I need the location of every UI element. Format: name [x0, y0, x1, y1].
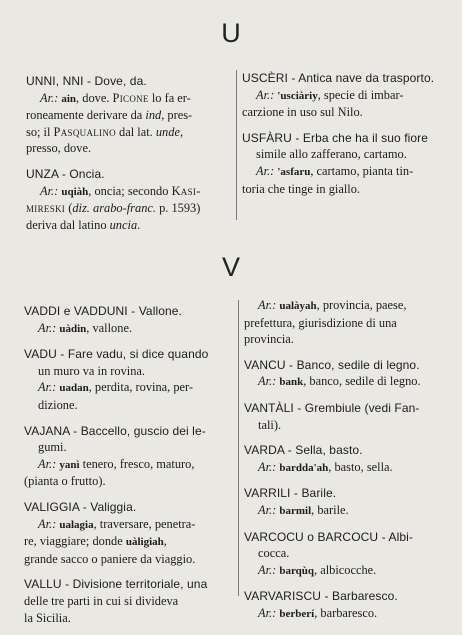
entry-unni	[26, 73, 234, 157]
entry-usceri	[242, 70, 447, 121]
definition-vajana-line2: gumi.	[38, 440, 67, 455]
etymology-vallu-line3: provincia.	[244, 332, 294, 347]
entry-vadu	[24, 346, 236, 413]
gloss-text: p. 1593)	[155, 201, 201, 216]
arabic-label: Ar.:	[38, 516, 57, 531]
etymology-varvariscu	[244, 605, 449, 623]
arabic-term: bank	[279, 376, 304, 389]
headword-usfaru: USFÀRU - Erba che ha il suo fiore	[242, 130, 429, 145]
etymology-unni-line4: presso, dove.	[26, 141, 92, 156]
arabic-label: Ar.:	[38, 456, 57, 471]
etymology-varda	[244, 459, 449, 477]
etymology-unza	[26, 183, 234, 201]
etymology-unza-line3	[26, 217, 234, 234]
v-left-column	[24, 303, 236, 635]
section-letter-v: V	[221, 252, 240, 282]
arabic-label: Ar.:	[258, 298, 277, 312]
arabic-term: uqiàh	[61, 185, 89, 198]
definition-vallu-line2: delle tre parti in cui si divideva	[24, 593, 179, 608]
entry-usfaru	[242, 130, 447, 197]
gloss-text: ,	[179, 124, 184, 139]
gloss-text: roneamente derivare da	[26, 108, 146, 123]
arabic-label: Ar.:	[258, 605, 277, 620]
etymology-vallu	[244, 297, 449, 315]
gloss-text: , pres-	[161, 108, 193, 123]
gloss-text: ,	[163, 534, 167, 549]
arabic-label: Ar.:	[256, 163, 275, 178]
arabic-term: ain	[61, 92, 77, 105]
author-name: Kasi-	[171, 183, 201, 198]
etymology-valiggia-line4: grande sacco o paniere da viaggio.	[24, 551, 196, 566]
arabic-term: barqùq	[279, 564, 315, 577]
gloss-text: , cartamo, pianta tin-	[310, 163, 414, 178]
arabic-label: Ar.:	[258, 374, 277, 389]
arabic-label: Ar.:	[40, 90, 59, 105]
entry-vaddi	[24, 303, 236, 337]
entry-unza	[26, 166, 234, 233]
entry-vancu	[244, 357, 449, 391]
author-name: mireski	[26, 201, 66, 216]
arabic-term: uadan	[59, 382, 89, 395]
gloss-text: , albicocche.	[314, 562, 377, 577]
etymology-usceri	[242, 87, 447, 105]
etymology-vancu	[244, 373, 449, 391]
arabic-label: Ar.:	[258, 459, 277, 474]
gloss-text: , barile.	[311, 502, 349, 517]
gloss-text: re, viaggiare; donde	[24, 534, 126, 549]
headword-vantali: VANTÀLI - Grembiule (vedi Fan-	[244, 400, 420, 415]
arabic-label: Ar.:	[258, 502, 277, 517]
etymology-varrili	[244, 502, 449, 520]
entry-varrili	[244, 485, 449, 519]
entry-valiggia	[24, 499, 236, 567]
definition-vadu-line2: un muro va in rovina.	[38, 363, 146, 378]
arabic-term: uàligiah	[125, 536, 164, 549]
etymology-usfaru	[242, 163, 447, 181]
gloss-text: , traversare, penetra-	[93, 516, 196, 531]
author-name: Picone	[112, 90, 149, 105]
entry-varda	[244, 442, 449, 476]
etymology-vadu-line4: dizione.	[38, 397, 78, 412]
gloss-text: deriva dal latino	[26, 217, 110, 232]
definition-vantali-line2: tali).	[258, 417, 282, 432]
gloss-text: tenero, fresco, maturo,	[79, 456, 195, 471]
entry-vallu-continued	[244, 297, 449, 348]
arabic-label: Ar.:	[40, 183, 59, 198]
entry-vallu	[24, 576, 236, 626]
gloss-text: , provincia, paese,	[316, 298, 407, 312]
etymology-valiggia	[24, 516, 236, 534]
latin-term: ind	[145, 108, 162, 123]
gloss-text: , vallone.	[86, 320, 133, 335]
latin-term: unde	[155, 124, 180, 139]
author-name: Pasqualino	[53, 124, 116, 139]
arabic-term: ualagia	[59, 518, 94, 531]
headword-varrili: VARRILI - Barile.	[244, 486, 337, 501]
etymology-vajana	[24, 456, 236, 474]
gloss-text: , barbaresco.	[314, 605, 378, 620]
headword-vancu: VANCU - Banco, sedile di legno.	[244, 357, 420, 372]
arabic-label: Ar.:	[256, 87, 275, 102]
headword-vaddi: VADDI e VADDUNI - Vallone.	[24, 304, 182, 318]
definition-vallu-line3: la Sicilia.	[24, 610, 71, 625]
etymology-vaddi	[24, 320, 236, 338]
arabic-term: berberí	[279, 607, 315, 620]
headword-unza: UNZA - Oncia.	[26, 166, 105, 181]
gloss-text: .	[137, 217, 141, 232]
entry-vantali	[244, 400, 449, 433]
gloss-text: , basto, sella.	[328, 459, 393, 474]
etymology-vadu	[24, 379, 236, 397]
headword-usceri: USCÈRI - Antica nave da trasporto.	[242, 71, 435, 85]
arabic-term: barmil	[279, 504, 312, 517]
arabic-term: bardda'ah	[279, 461, 329, 474]
u-right-column	[242, 70, 447, 206]
latin-term: uncia	[109, 217, 138, 232]
etymology-vallu-line2: prefettura, giurisdizione di una	[244, 315, 397, 330]
u-left-column	[26, 73, 234, 242]
v-right-column	[244, 297, 449, 623]
arabic-label: Ar.:	[258, 562, 277, 577]
headword-valiggia: VALIGGIA - Valiggia.	[24, 499, 137, 514]
etymology-usfaru-line4: toria che tinge in giallo.	[242, 181, 361, 196]
etymology-unni	[26, 90, 234, 108]
etymology-vajana-line4: (pianta o frutto).	[24, 474, 106, 489]
gloss-text: , specie di imbar-	[317, 87, 404, 102]
headword-varvariscu: VARVARISCU - Barbaresco.	[244, 589, 398, 604]
definition-varcocu-line2: cocca.	[258, 546, 290, 561]
headword-varcocu: VARCOCU o BARCOCU - Albi-	[244, 529, 413, 544]
etymology-varcocu	[244, 562, 449, 580]
dictionary-title: diz. arabo-franc.	[72, 201, 156, 216]
headword-vajana: VAJANA - Baccello, guscio dei le-	[24, 423, 206, 438]
arabic-label: Ar.:	[38, 320, 57, 335]
arabic-term: uàdin	[59, 322, 87, 335]
headword-varda: VARDA - Sella, basto.	[244, 443, 363, 458]
etymology-valiggia-line3	[24, 533, 236, 551]
headword-unni: UNNI, NNI - Dove, da.	[26, 74, 147, 88]
etymology-unza-line2	[26, 200, 234, 217]
entry-vajana	[24, 423, 236, 490]
gloss-text: lo fa er-	[148, 90, 191, 105]
gloss-text: , banco, sedile di legno.	[303, 374, 421, 389]
gloss-text: , perdita, rovina, per-	[88, 380, 194, 395]
arabic-term: 'asfaru	[277, 165, 311, 178]
headword-vadu: VADU - Fare vadu, si dice quando	[24, 347, 209, 362]
gloss-text: dal lat.	[115, 124, 156, 139]
gloss-text: (	[65, 201, 73, 216]
etymology-usceri-line2: carzione in uso sul Nilo.	[242, 105, 363, 120]
headword-vallu: VALLU - Divisione territoriale, una	[24, 577, 208, 592]
entry-varcocu	[244, 529, 449, 580]
arabic-term: 'usciàriy	[277, 89, 318, 102]
entry-varvariscu	[244, 588, 449, 622]
gloss-text: , dove.	[76, 90, 113, 105]
etymology-unni-line2	[26, 107, 234, 124]
arabic-label: Ar.:	[38, 380, 57, 395]
etymology-unni-line3	[26, 124, 234, 141]
column-divider-v	[238, 300, 239, 596]
gloss-text: , oncia; secondo	[88, 183, 172, 198]
arabic-term: yanì	[59, 458, 80, 471]
definition-usfaru-line2: simile allo zafferano, cartamo.	[256, 147, 407, 162]
column-divider-u	[236, 70, 237, 220]
gloss-text: so; il	[26, 124, 54, 139]
arabic-term: ualàyah	[279, 300, 317, 312]
section-letter-u: U	[221, 18, 241, 48]
